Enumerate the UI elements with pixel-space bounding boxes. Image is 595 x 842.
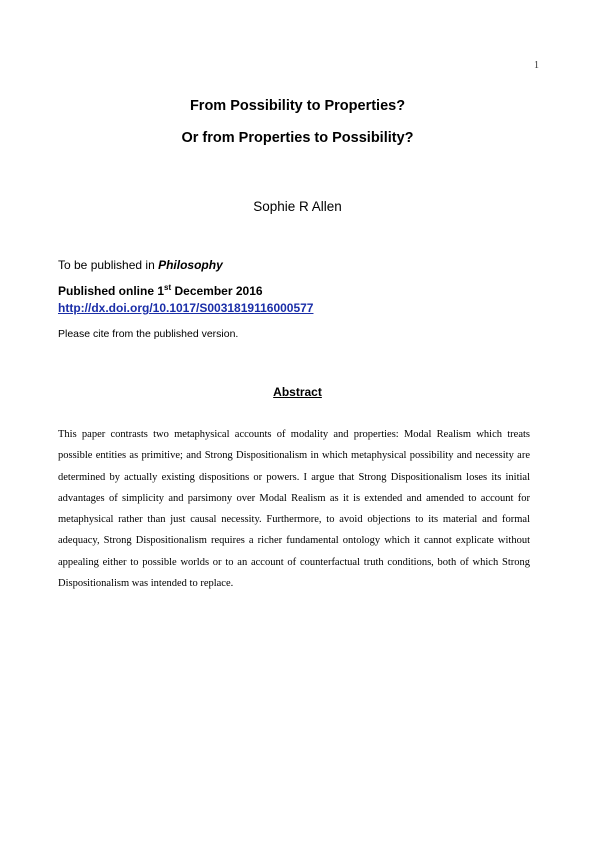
cite-note: Please cite from the published version. <box>58 328 239 340</box>
paper-title-line-2: Or from Properties to Possibility? <box>181 130 414 146</box>
journal-name: Philosophy <box>158 258 223 272</box>
abstract-body: This paper contrasts two metaphysical accounts of modality and properties: Modal Realism which treats possible entities as primitive; and Strong Dispositionalism in which metaphysical possibility and necessity are determined by actually existing dispositions or powers. I argue that Strong Dispositionalism loses its initial advantages of simplicity and parsimony over Modal Realism as it is extended and amended to account for metaphysical rather than just causal necessity. Furthermore, to avoid objections to its material and formal adequacy, Strong Dispositionalism requires a richer fundamental ontology which it cannot explicate without appealing either to possible worlds or to an account of counterfactual truth conditions, both of which Strong Dispositionalism was intended to replace. <box>58 429 530 590</box>
abstract-heading: Abstract <box>273 385 322 399</box>
author-name: Sophie R Allen <box>253 199 342 214</box>
paper-title-line-1: From Possibility to Properties? <box>189 98 406 114</box>
publication-intro <box>58 258 223 272</box>
published-online <box>58 284 263 298</box>
published-online-ordinal: st <box>164 283 172 292</box>
page-number: 1 <box>534 60 539 71</box>
publication-intro-text: To be published in <box>58 258 159 272</box>
published-online-prefix: Published online 1 <box>58 284 165 298</box>
published-online-suffix: December 2016 <box>171 284 263 298</box>
doi-link[interactable]: http://dx.doi.org/10.1017/S0031819116000577 <box>58 301 314 315</box>
